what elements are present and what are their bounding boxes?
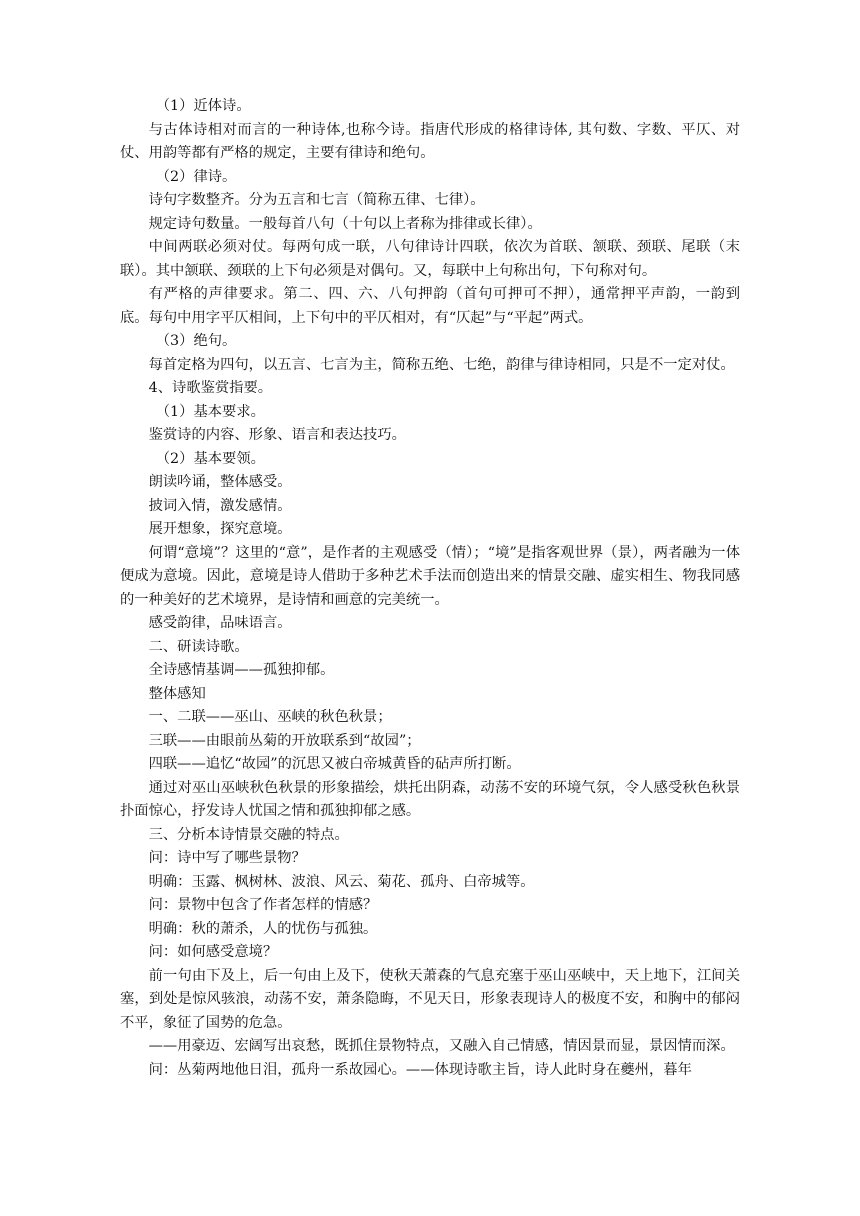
paragraph: 四联——追忆“故园”的沉思又被白帝城黄昏的砧声所打断。 xyxy=(148,756,521,772)
paragraph: 明确：玉露、枫树林、波浪、风云、菊花、孤舟、白帝城等。 xyxy=(148,873,535,890)
paragraph: 规定诗句数量。一般每首八句（十句以上者称为排律或长律）。 xyxy=(148,215,542,232)
paragraph: 三联——由眼前丛菊的开放联系到“故园”； xyxy=(148,732,421,749)
paragraph: 中间两联必须对仗。每两句成一联，八句律诗计四联，依次为首联、颔联、颈联、尾联（末联）。其中颔联、颈联的上下句必须是对偶句。又，每联中上句称出句，下句称对句。 xyxy=(120,239,740,279)
paragraph: 朗读吟诵，整体感受。 xyxy=(148,474,292,490)
paragraph: 披词入情，激发感情。 xyxy=(148,497,292,514)
paragraph: 问：如何感受意境？ xyxy=(148,944,278,960)
paragraph: 每首定格为四句，以五言、七言为主，简称五绝、七绝，韵律与律诗相同，只是不一定对仗。 xyxy=(148,356,735,373)
paragraph: （2）律诗。 xyxy=(155,168,237,185)
document-body xyxy=(120,95,740,1082)
paragraph: 全诗感情基调——孤独抑郁。 xyxy=(148,662,335,678)
paragraph: 鉴赏诗的内容、形象、语言和表达技巧。 xyxy=(148,427,406,443)
paragraph: （1）近体诗。 xyxy=(155,98,251,114)
paragraph: 整体感知 xyxy=(148,685,206,702)
paragraph: 问：景物中包含了作者怎样的情感？ xyxy=(148,897,378,913)
paragraph: 与古体诗相对而言的一种诗体,也称今诗。指唐代形成的格律诗体, 其句数、字数、平仄、对仗、用韵等都有严格的规定，主要有律诗和绝句。 xyxy=(120,121,740,161)
paragraph: 通过对巫山巫峡秋色秋景的形象描绘，烘托出阴森，动荡不安的环境气氛，令人感受秋色秋景扑面惊心，抒发诗人忧国之情和孤独抑郁之感。 xyxy=(120,779,740,819)
paragraph: （2）基本要领。 xyxy=(155,450,265,467)
paragraph: 三、分析本诗情景交融的特点。 xyxy=(148,826,349,843)
paragraph: 二、研读诗歌。 xyxy=(148,638,249,655)
paragraph: ——用豪迈、宏阔写出哀愁，既抓住景物特点，又融入自己情感，情因景而显，景因情而深。 xyxy=(148,1038,735,1054)
paragraph: 诗句字数整齐。分为五言和七言（简称五律、七律）。 xyxy=(148,192,485,208)
paragraph: 有严格的声律要求。第二、四、六、八句押韵（首句可押可不押），通常押平声韵，一韵到底。每句中用字平仄相间，上下句中的平仄相对，有“仄起”与“平起”两式。 xyxy=(120,286,740,326)
paragraph: 问：诗中写了哪些景物？ xyxy=(148,850,306,866)
paragraph: 何谓“意境”？这里的“意”，是作者的主观感受（情）；“境”是指客观世界（景），两者融为一体便成为意境。因此，意境是诗人借助于多种艺术手法而创造出来的情景交融、虚实相生、物我同感的一种美好的艺术境界，是诗情和画意的完美统一。 xyxy=(120,544,740,608)
paragraph: 一、二联——巫山、巫峡的秋色秋景； xyxy=(148,709,392,725)
paragraph: 前一句由下及上，后一句由上及下，使秋天萧森的气息充塞于巫山巫峡中，天上地下，江间关塞，到处是惊风骇浪，动荡不安，萧条隐晦，不见天日，形象表现诗人的极度不安，和胸中的郁闷不平，象征了国势的危急。 xyxy=(120,967,740,1031)
paragraph: 明确：秋的萧杀，人的忧伤与孤独。 xyxy=(148,920,378,937)
paragraph: 展开想象，探究意境。 xyxy=(148,521,292,537)
paragraph: （1）基本要求。 xyxy=(155,403,265,420)
paragraph: 问：丛菊两地他日泪，孤舟一系故园心。——体现诗歌主旨，诗人此时身在夔州，暮年 xyxy=(148,1061,692,1078)
paragraph: 感受韵律，品味语言。 xyxy=(148,615,292,631)
paragraph: 4、诗歌鉴赏指要。 xyxy=(148,380,273,396)
paragraph: （3）绝句。 xyxy=(155,333,237,349)
